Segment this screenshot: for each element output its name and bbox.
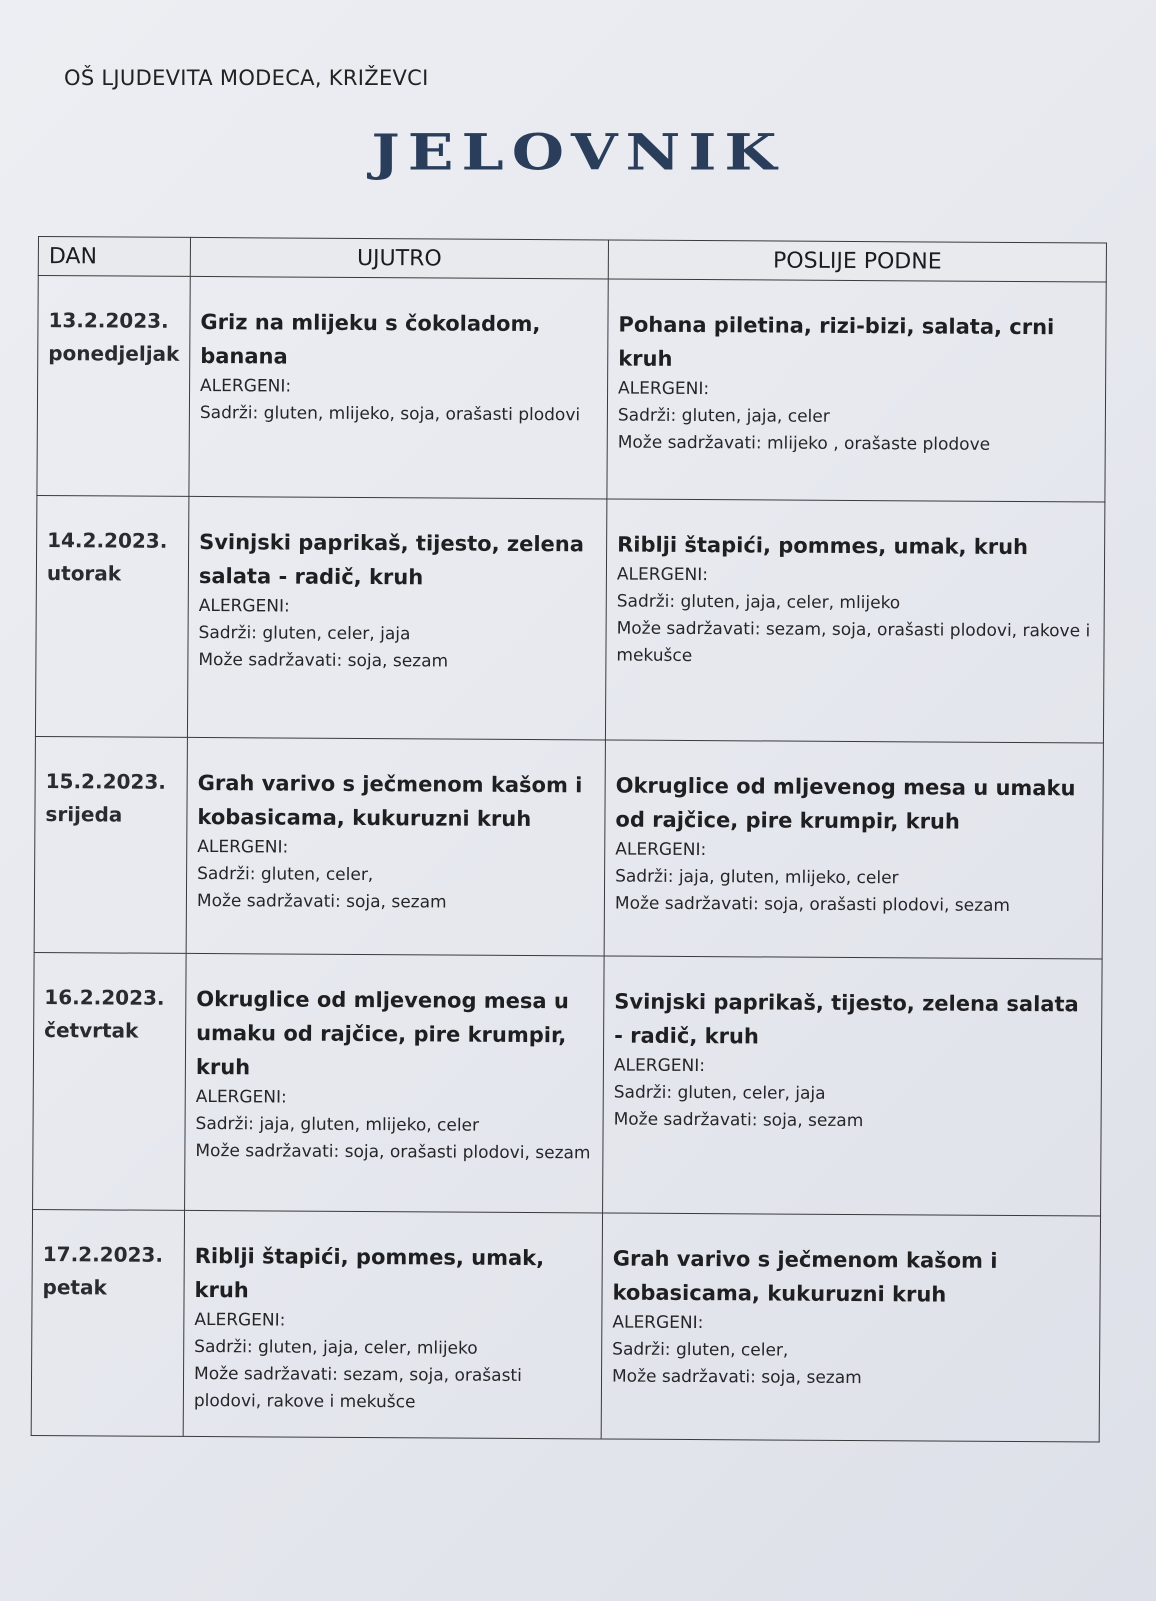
menu-table <box>31 236 1107 1443</box>
morning-meal-cell <box>185 953 605 1213</box>
afternoon-meal-cell <box>603 956 1103 1217</box>
school-name: OŠ LJUDEVITA MODECA, KRIŽEVCI <box>64 66 429 90</box>
may-contain-text: Može sadržavati: sezam, soja, orašasti plodovi, rakove i mekušce <box>193 1364 522 1413</box>
contains-text: Sadrži: gluten, celer, jaja <box>613 1082 826 1104</box>
weekday: četvrtak <box>44 1017 139 1043</box>
morning-meal-cell <box>189 276 608 498</box>
contains-text: Sadrži: jaja, gluten, mlijeko, celer <box>195 1113 480 1136</box>
contains-text: Sadrži: gluten, jaja, celer, mlijeko <box>194 1337 478 1360</box>
date: 16.2.2023. <box>44 984 165 1010</box>
may-contain-text: Može sadržavati: sezam, soja, orašasti plodovi, rakove i mekušce <box>616 618 1091 666</box>
allergens-label: ALERGENI: <box>612 1312 704 1334</box>
dish-name: Riblji štapići, pommes, umak, kruh <box>194 1244 545 1303</box>
day-cell <box>33 952 187 1211</box>
table-row <box>37 276 1106 502</box>
contains-text: Sadrži: gluten, celer, <box>197 864 374 886</box>
column-header-day: DAN <box>38 237 190 277</box>
afternoon-meal-cell <box>601 1213 1100 1442</box>
day-cell <box>35 495 188 738</box>
contains-text: Sadrži: jaja, gluten, mlijeko, celer <box>615 866 899 889</box>
may-contain-text: Može sadržavati: soja, orašasti plodovi, sezam <box>614 893 1011 917</box>
contains-text: Sadrži: gluten, jaja, celer, mlijeko <box>616 591 901 613</box>
weekday: utorak <box>46 560 122 586</box>
dish-name: Pohana piletina, rizi-bizi, salata, crni kruh <box>618 312 1055 371</box>
weekday: srijeda <box>45 802 123 827</box>
column-header-morning: UJUTRO <box>190 237 608 279</box>
afternoon-meal-cell <box>607 279 1106 502</box>
dish-name: Okruglice od mljevenog mesa u umaku od rajčice, pire krumpir, kruh <box>195 986 569 1079</box>
allergens-label: ALERGENI: <box>198 595 290 617</box>
table-row <box>31 1210 1100 1442</box>
allergens-label: ALERGENI: <box>200 375 292 397</box>
contains-text: Sadrži: gluten, celer, jaja <box>198 622 411 644</box>
allergens-label: ALERGENI: <box>618 378 710 400</box>
date: 13.2.2023. <box>48 308 169 333</box>
dish-name: Grah varivo s ječmenom kašom i kobasicama, kukuruzni kruh <box>612 1246 998 1307</box>
dish-name: Riblji štapići, pommes, umak, kruh <box>617 532 1029 559</box>
dish-name: Grah varivo s ječmenom kašom i kobasicama, kukuruzni kruh <box>197 771 583 832</box>
date: 14.2.2023. <box>47 527 168 553</box>
contains-text: Sadrži: gluten, celer, <box>612 1339 789 1362</box>
weekday: ponedjeljak <box>48 341 180 366</box>
menu-title: JELOVNIK <box>371 124 785 182</box>
date: 15.2.2023. <box>45 769 166 794</box>
dish-name: Svinjski paprikaš, tijesto, zelena salata - radič, kruh <box>198 529 585 589</box>
table-row <box>35 495 1104 743</box>
dish-name: Griz na mlijeku s čokoladom, banana <box>200 309 541 369</box>
dish-name: Okruglice od mljevenog mesa u umaku od rajčice, pire krumpir, kruh <box>615 773 1076 834</box>
contains-text: Sadrži: gluten, mlijeko, soja, orašasti plodovi <box>199 402 581 426</box>
may-contain-text: Može sadržavati: soja, sezam <box>196 891 447 913</box>
table-row <box>33 952 1103 1216</box>
table-row <box>34 737 1103 959</box>
morning-meal-cell <box>183 1211 602 1439</box>
date: 17.2.2023. <box>42 1242 164 1268</box>
allergens-label: ALERGENI: <box>195 1086 287 1108</box>
morning-meal-cell <box>187 496 606 740</box>
allergens-label: ALERGENI: <box>194 1310 286 1331</box>
may-contain-text: Može sadržavati: soja, sezam <box>198 649 449 672</box>
allergens-label: ALERGENI: <box>615 839 707 861</box>
allergens-label: ALERGENI: <box>613 1055 706 1076</box>
day-cell <box>34 737 187 953</box>
afternoon-meal-cell <box>604 740 1103 959</box>
allergens-label: ALERGENI: <box>197 837 289 858</box>
may-contain-text: Može sadržavati: mlijeko , orašaste plodove <box>617 432 991 455</box>
contains-text: Sadrži: gluten, jaja, celer <box>617 405 830 427</box>
dish-name: Svinjski paprikaš, tijesto, zelena salata - radič, kruh <box>614 989 1079 1049</box>
day-cell <box>31 1210 184 1437</box>
may-contain-text: Može sadržavati: soja, sezam <box>611 1366 862 1389</box>
allergens-label: ALERGENI: <box>616 564 709 585</box>
column-header-afternoon: POSLIJE PODNE <box>608 240 1106 282</box>
table-header-row <box>38 237 1106 283</box>
may-contain-text: Može sadržavati: soja, orašasti plodovi, sezam <box>195 1140 591 1164</box>
menu-table-container <box>31 236 1106 1443</box>
day-cell <box>37 276 190 496</box>
may-contain-text: Može sadržavati: soja, sezam <box>613 1109 864 1131</box>
morning-meal-cell <box>186 738 605 956</box>
afternoon-meal-cell <box>605 498 1104 743</box>
weekday: petak <box>42 1275 107 1300</box>
